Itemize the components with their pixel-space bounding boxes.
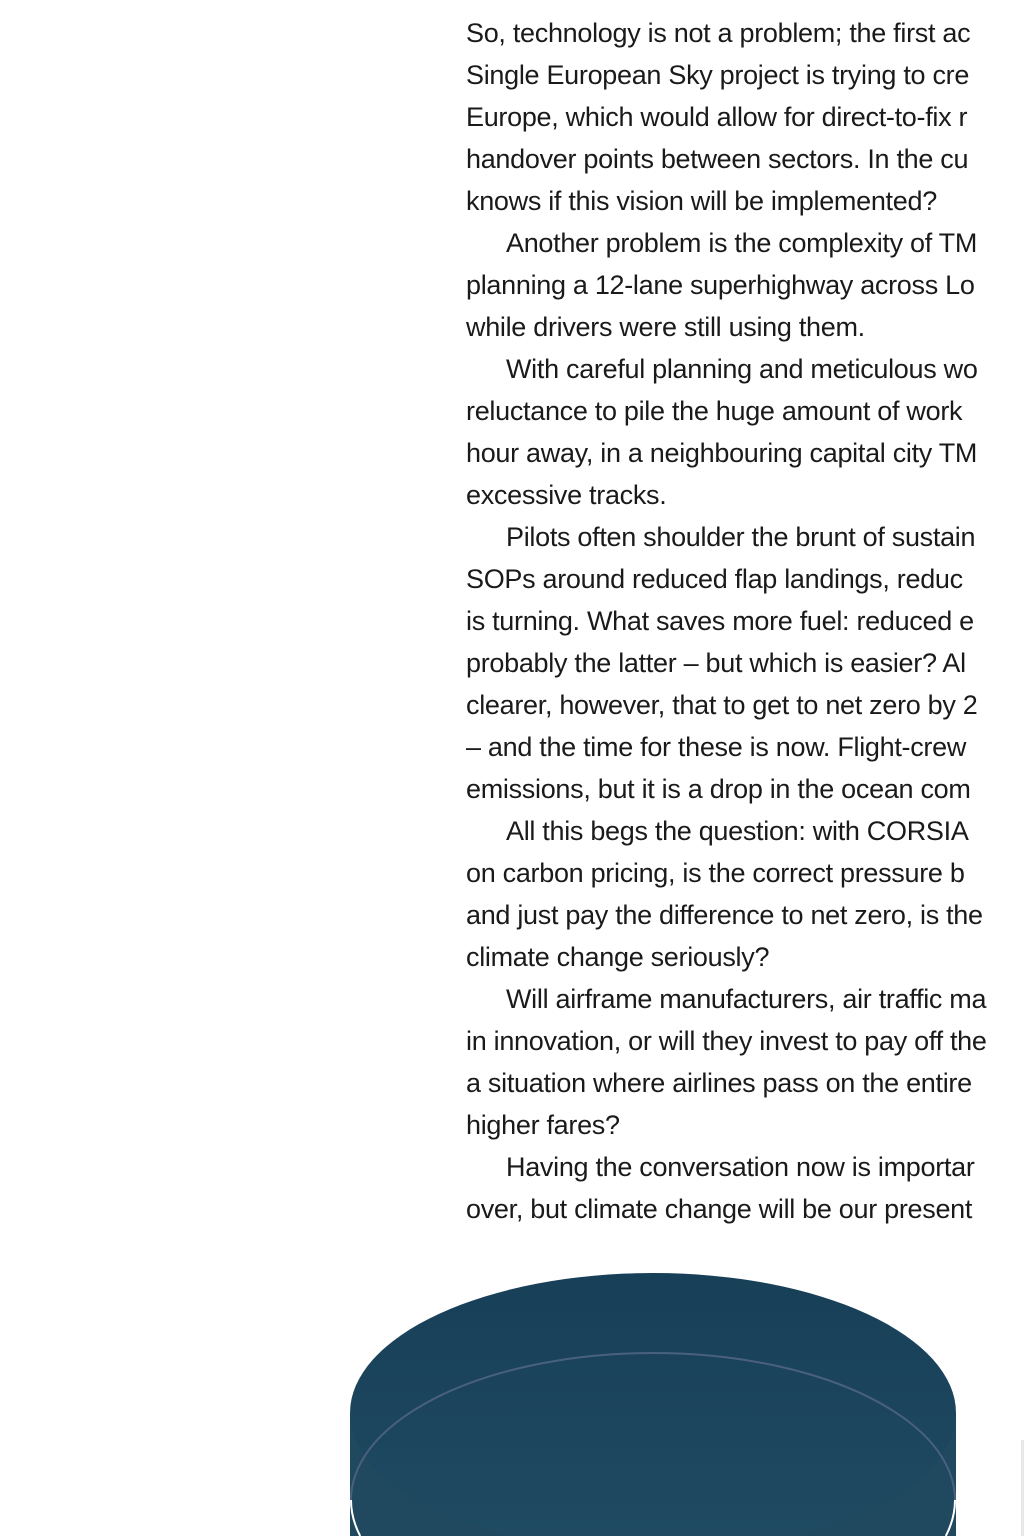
- text-line: hour away, in a neighbouring capital city TM: [466, 438, 978, 468]
- text-line: Europe, which would allow for direct-to-fix r: [466, 102, 968, 132]
- text-line: higher fares?: [466, 1110, 620, 1140]
- text-line: knows if this vision will be implemented?: [466, 186, 937, 216]
- text-line: Another problem is the complexity of TM: [506, 228, 978, 258]
- text-line: handover points between sectors. In the cu: [466, 144, 969, 174]
- text-line: over, but climate change will be our present: [466, 1194, 973, 1224]
- text-line: is turning. What saves more fuel: reduced e: [466, 606, 974, 636]
- text-line: while drivers were still using them.: [466, 312, 865, 342]
- text-line: reluctance to pile the huge amount of work: [466, 396, 963, 426]
- text-line: With careful planning and meticulous wo: [506, 354, 978, 384]
- text-line: SOPs around reduced flap landings, reduc: [466, 564, 963, 594]
- text-line: Will airframe manufacturers, air traffic ma: [506, 984, 987, 1014]
- text-line: in innovation, or will they invest to pay off the: [466, 1026, 987, 1056]
- text-line: So, technology is not a problem; the first ac: [466, 18, 971, 48]
- cylinder-top: [350, 1273, 956, 1536]
- text-line: clearer, however, that to get to net zero by 2: [466, 690, 978, 720]
- text-line: All this begs the question: with CORSIA: [506, 816, 969, 846]
- text-line: – and the time for these is now. Flight-crew: [466, 732, 967, 762]
- text-line: excessive tracks.: [466, 480, 667, 510]
- text-line: Single European Sky project is trying to cre: [466, 60, 970, 90]
- text-line: Having the conversation now is importar: [506, 1152, 975, 1182]
- text-line: climate change seriously?: [466, 942, 770, 972]
- text-line: on carbon pricing, is the correct pressure b: [466, 858, 965, 888]
- text-line: and just pay the difference to net zero, is the: [466, 900, 983, 930]
- text-line: a situation where airlines pass on the entire: [466, 1068, 972, 1098]
- text-line: probably the latter – but which is easier? Al: [466, 648, 966, 678]
- text-line: emissions, but it is a drop in the ocean com: [466, 774, 971, 804]
- text-line: planning a 12-lane superhighway across Lo: [466, 270, 975, 300]
- text-line: Pilots often shoulder the brunt of sustain: [506, 522, 976, 552]
